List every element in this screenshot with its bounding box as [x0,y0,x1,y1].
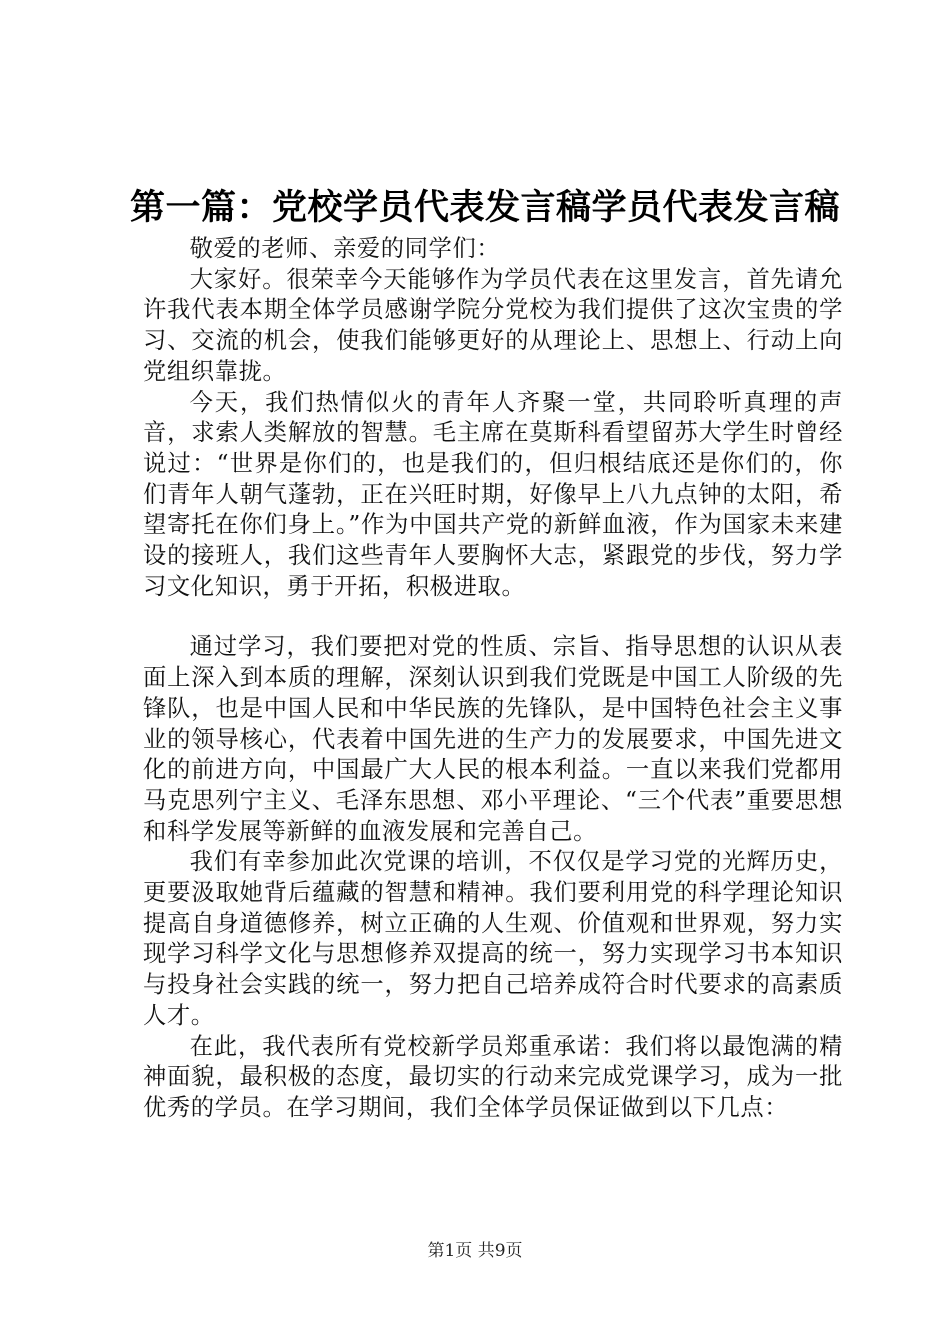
body-paragraph: 我们有幸参加此次党课的培训，不仅仅是学习党的光辉历史，更要汲取她背后蕴藏的智慧和精神。我们要利用党的科学理论知识提高自身道德修养，树立正确的人生观、价值观和世界观，努力实现学习科学文化与思想修养双提高的统一，努力实现学习书本知识与投身社会实践的统一，努力把自己培养成符合时代要求的高素质人才。 [143,848,843,1029]
body-paragraph: 在此，我代表所有党校新学员郑重承诺：我们将以最饱满的精神面貌，最积极的态度，最切实的行动来完成党课学习，成为一批优秀的学员。在学习期间，我们全体学员保证做到以下几点： [143,1032,843,1121]
document-title: 第一篇：党校学员代表发言稿学员代表发言稿 [130,188,841,228]
page-number-footer: 第1页 共9页 [427,1241,523,1261]
body-paragraph: 大家好。很荣幸今天能够作为学员代表在这里发言，首先请允许我代表本期全体学员感谢学院分党校为我们提供了这次宝贵的学习、交流的机会，使我们能够更好的从理论上、思想上、行动上向党组织靠拢。 [143,265,843,385]
salutation-paragraph: 敬爱的老师、亲爱的同学们： [189,235,501,262]
body-paragraph: 通过学习，我们要把对党的性质、宗旨、指导思想的认识从表面上深入到本质的理解，深刻认识到我们党既是中国工人阶级的先锋队，也是中国人民和中华民族的先锋队，是中国特色社会主义事业的领导核心，代表着中国先进的生产力的发展要求，中国先进文化的前进方向，中国最广大人民的根本利益。一直以来我们党都用马克思列宁主义、毛泽东思想、邓小平理论、“三个代表”重要思想和科学发展等新鲜的血液发展和完善自己。 [143,633,843,845]
document-body [143,234,843,1124]
body-paragraph: 今天，我们热情似火的青年人齐聚一堂，共同聆听真理的声音，求索人类解放的智慧。毛主席在莫斯科看望留苏大学生时曾经说过：“世界是你们的，也是我们的，但归根结底还是你们的，你们青年人朝气蓬勃，正在兴旺时期，好像早上八九点钟的太阳，希望寄托在你们身上。”作为中国共产党的新鲜血液，作为国家未来建设的接班人，我们这些青年人要胸怀大志，紧跟党的步伐，努力学习文化知识，勇于开拓，积极进取。 [143,388,843,600]
